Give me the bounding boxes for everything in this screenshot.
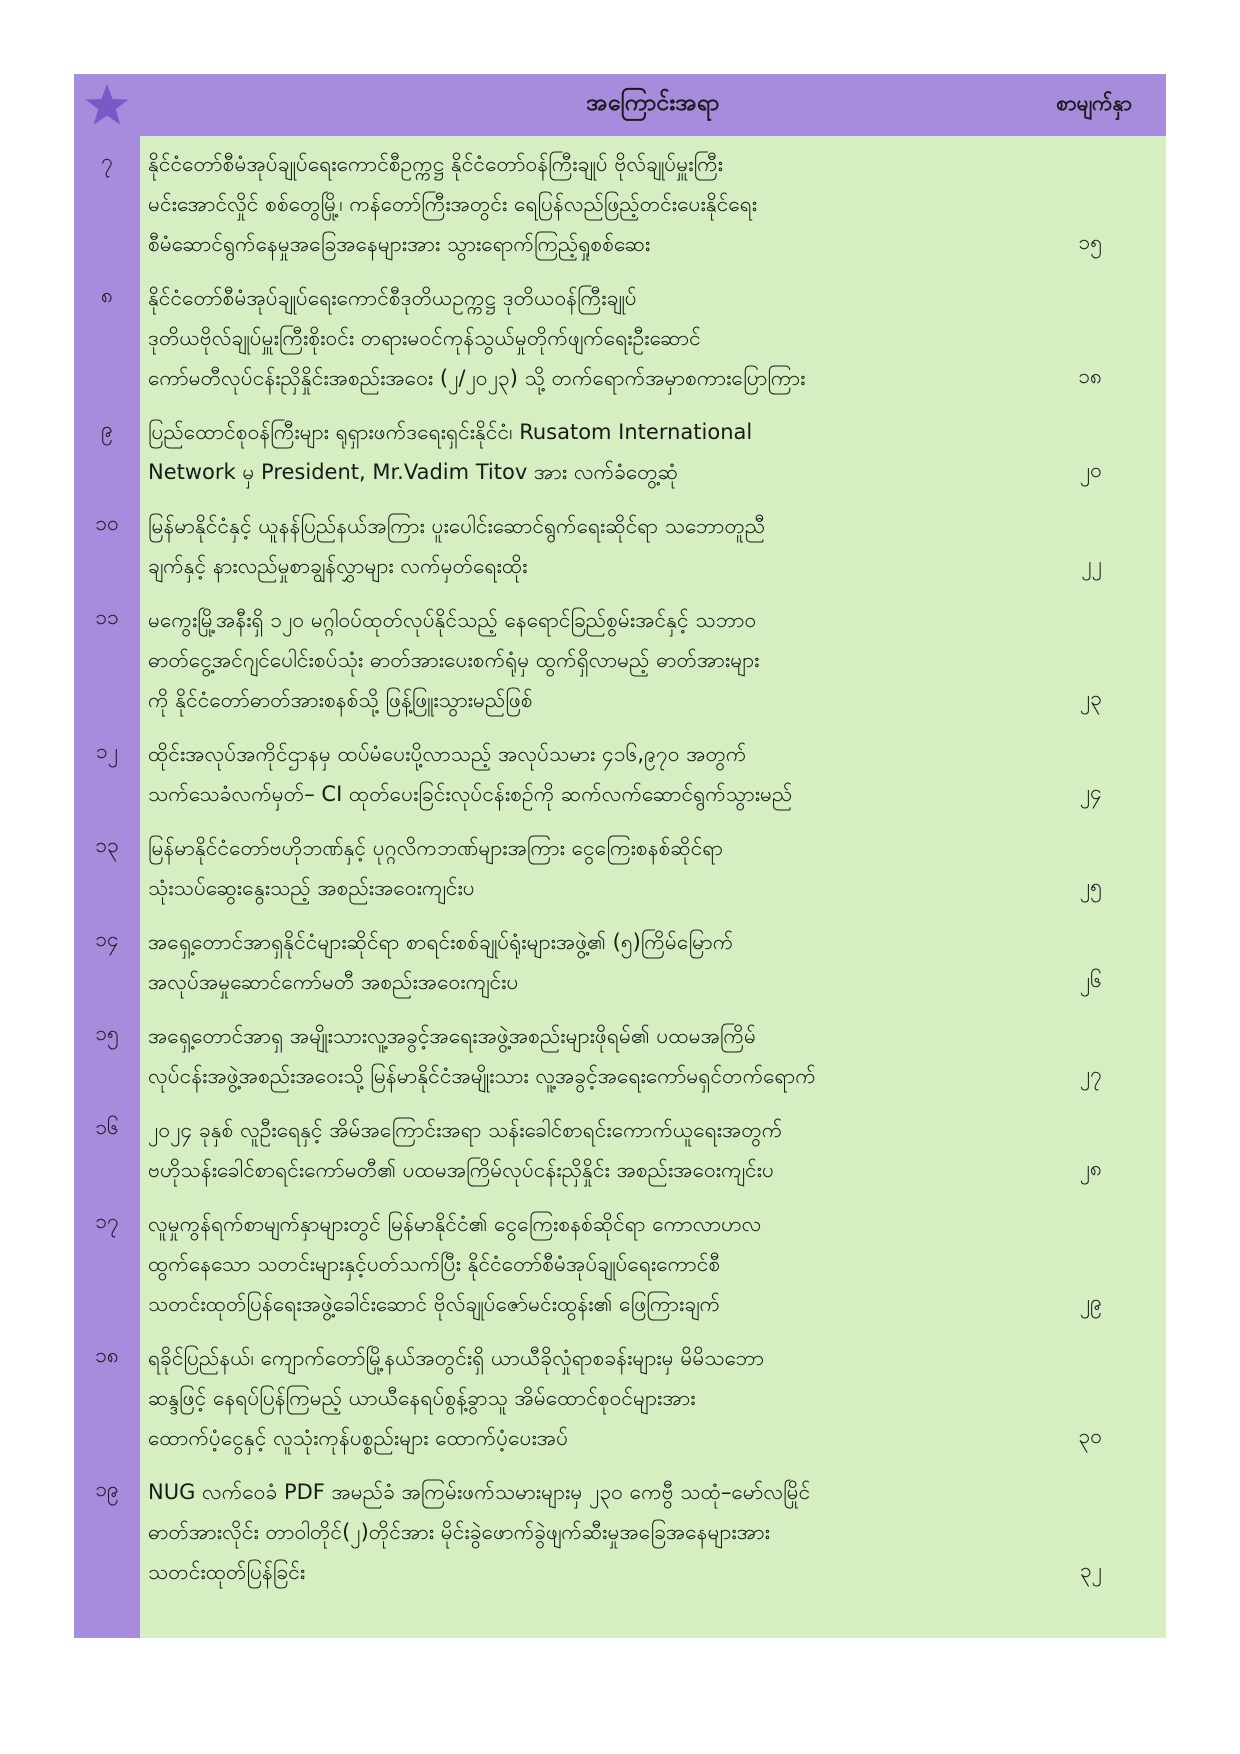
entry-page-number: ၃၂ <box>1079 1558 1102 1582</box>
entry-text-line: ကော်မတီလုပ်ငန်းညှိနှိုင်းအစည်းအဝေး (၂/၂၀၂၃) သို့ တက်ရောက်အမှာစကားပြောကြား <box>148 366 806 390</box>
entry-number: ၁၉ <box>74 1464 140 1598</box>
toc-entry[interactable] <box>140 498 1166 592</box>
entry-number: ၇ <box>74 136 140 270</box>
entry-text-line: လူမှုကွန်ရက်စာမျက်နှာများတွင် မြန်မာနိုင်ငံ၏ ငွေကြေးစနစ်ဆိုင်ရာ ကောလာဟလ <box>148 1212 762 1236</box>
toc-entry[interactable] <box>140 592 1166 726</box>
entry-text-line: ဓာတ်အားလိုင်း တာဝါတိုင်(၂)တိုင်အား မိုင်းခွဲဖောက်ခွဲဖျက်ဆီးမှုအခြေအနေများအား <box>148 1520 770 1544</box>
entry-text-line: မင်းအောင်လှိုင် စစ်တွေမြို့၊ ကန်တော်ကြီးအတွင်း ရေပြန်လည်ဖြည့်တင်းပေးနိုင်ရေး <box>148 192 758 216</box>
toc-entry[interactable] <box>140 820 1166 914</box>
entry-text-line: သတင်းထုတ်ပြန်ရေးအဖွဲ့ခေါင်းဆောင် ဗိုလ်ချုပ်ဇော်မင်းထွန်း၏ ဖြေကြားချက် <box>148 1292 721 1316</box>
content-column-footer <box>140 1598 1166 1638</box>
entry-text-line: စီမံဆောင်ရွက်နေမှုအခြေအနေများအား သွားရောက်ကြည့်ရှုစစ်ဆေး <box>148 232 651 256</box>
entry-number: ၁၅ <box>74 1008 140 1102</box>
entry-page-number: ၁၈ <box>1078 364 1102 388</box>
entry-text-line: သတင်းထုတ်ပြန်ခြင်း <box>148 1560 306 1584</box>
entry-number: ၁၈ <box>74 1330 140 1464</box>
entry-page-number: ၂၀ <box>1079 458 1102 482</box>
entry-number: ၁၃ <box>74 820 140 914</box>
toc-entry[interactable] <box>140 270 1166 404</box>
entry-number: ၁၆ <box>74 1102 140 1196</box>
entry-text-line: သက်သေခံလက်မှတ်– CI ထုတ်ပေးခြင်းလုပ်ငန်းစဉ်ကို ဆက်လက်ဆောင်ရွက်သွားမည် <box>148 782 793 806</box>
toc-entry[interactable] <box>140 1330 1166 1464</box>
entry-text-line: နိုင်ငံတော်စီမံအုပ်ချုပ်ရေးကောင်စီဥက္ကဋ္ဌ နိုင်ငံတော်ဝန်ကြီးချုပ် ဗိုလ်ချုပ်မှူးကြီး <box>148 152 723 176</box>
entry-page-number: ၂၃ <box>1079 686 1102 710</box>
entry-page-number: ၂၈ <box>1079 1156 1102 1180</box>
toc-entry[interactable] <box>140 1464 1166 1598</box>
entry-text-line: မြန်မာနိုင်ငံတော်ဗဟိုဘဏ်နှင့် ပုဂ္ဂလိကဘဏ်များအကြား ငွေကြေးစနစ်ဆိုင်ရာ <box>148 836 724 860</box>
entry-text-line: မကွေးမြို့အနီးရှိ ၁၂၀ မဂ္ဂါဝပ်ထုတ်လုပ်နိုင်သည့် နေရောင်ခြည်စွမ်းအင်နှင့် သဘာဝ <box>148 608 757 632</box>
entry-text-line: ဓာတ်ငွေ့အင်ဂျင်ပေါင်းစပ်သုံး ဓာတ်အားပေးစက်ရုံမှ ထွက်ရှိလာမည့် ဓာတ်အားများ <box>148 648 760 672</box>
entry-text-line: ကို နိုင်ငံတော်ဓာတ်အားစနစ်သို့ ဖြန့်ဖြူးသွားမည်ဖြစ် <box>148 688 533 712</box>
entry-number: ၉ <box>74 404 140 498</box>
entry-number: ၁၁ <box>74 592 140 726</box>
entry-page-number: ၁၅ <box>1078 230 1102 254</box>
entry-page-number: ၃၀ <box>1078 1424 1102 1448</box>
entry-text-line: လုပ်ငန်းအဖွဲ့အစည်းအဝေးသို့ မြန်မာနိုင်ငံအမျိုးသား လူ့အခွင့်အရေးကော်မရှင်တက်ရောက် <box>148 1064 816 1088</box>
entry-page-number: ၂၇ <box>1079 1062 1102 1086</box>
entry-number: ၁၄ <box>74 914 140 1008</box>
toc-title: အကြောင်းအရာ <box>586 90 720 116</box>
toc-entry[interactable] <box>140 1102 1166 1196</box>
entry-text-line: အရှေ့တောင်အာရှနိုင်ငံများဆိုင်ရာ စာရင်းစစ်ချုပ်ရုံးများအဖွဲ့၏ (၅)ကြိမ်မြောက် <box>148 930 734 954</box>
entry-text-line: ထိုင်းအလုပ်အကိုင်ဌာနမှ ထပ်မံပေးပို့လာသည့် အလုပ်သမား ၄၁၆,၉၇၀ အတွက် <box>148 742 747 766</box>
entry-text-line: ပြည်ထောင်စုဝန်ကြီးများ ရုရှားဖက်ဒရေးရှင်းနိုင်ငံ၊ Rusatom International <box>148 420 753 444</box>
toc-entry[interactable] <box>140 914 1166 1008</box>
header-star-cell <box>74 74 140 136</box>
toc-entry[interactable] <box>140 1008 1166 1102</box>
entry-page-number: ၂၄ <box>1079 780 1102 804</box>
entry-number: ၈ <box>74 270 140 404</box>
toc-entry[interactable] <box>140 136 1166 270</box>
star-icon <box>84 82 130 128</box>
entry-number: ၁၀ <box>74 498 140 592</box>
number-column-footer <box>74 1598 140 1638</box>
entry-text-line: Network မှ President, Mr.Vadim Titov အား လက်ခံတွေ့ဆုံ <box>148 460 679 484</box>
entry-text-line: ထွက်နေသော သတင်းများနှင့်ပတ်သက်ပြီး နိုင်ငံတော်စီမံအုပ်ချုပ်ရေးကောင်စီ <box>148 1252 721 1276</box>
entry-page-number: ၂၆ <box>1079 968 1102 992</box>
entry-text-line: မြန်မာနိုင်ငံနှင့် ယူနန်ပြည်နယ်အကြား ပူးပေါင်းဆောင်ရွက်ရေးဆိုင်ရာ သဘောတူညီ <box>148 514 766 538</box>
entry-text-line: သုံးသပ်ဆွေးနွေးသည့် အစည်းအဝေးကျင်းပ <box>148 876 475 900</box>
table-of-contents <box>74 74 1166 1638</box>
entry-text-line: ဒုတိယဗိုလ်ချုပ်မှူးကြီးစိုးဝင်း တရားမဝင်ကုန်သွယ်မှုတိုက်ဖျက်ရေးဦးဆောင် <box>148 326 701 350</box>
toc-entry[interactable] <box>140 726 1166 820</box>
entry-text-line: ရခိုင်ပြည်နယ်၊ ကျောက်တော်မြို့နယ်အတွင်းရှိ ယာယီခိုလှုံရာစခန်းများမှ မိမိသဘော <box>148 1346 765 1370</box>
entry-text-line: အရှေ့တောင်အာရှ အမျိုးသားလူ့အခွင့်အရေးအဖွဲ့အစည်းများဖိုရမ်၏ ပထမအကြိမ် <box>148 1024 756 1048</box>
entry-page-number: ၂၅ <box>1079 874 1102 898</box>
entry-page-number: ၂၂ <box>1081 552 1102 576</box>
entry-text-line: အလုပ်အမှုဆောင်ကော်မတီ အစည်းအဝေးကျင်းပ <box>148 970 519 994</box>
entry-text-line: ဆန္ဒဖြင့် နေရပ်ပြန်ကြမည့် ယာယီနေရပ်စွန့်ခွာသူ အိမ်ထောင်စုဝင်များအား <box>148 1386 696 1410</box>
entry-page-number: ၂၉ <box>1079 1290 1102 1314</box>
page-column-label: စာမျက်နှာ <box>1056 90 1132 115</box>
entry-number: ၁၇ <box>74 1196 140 1330</box>
header-bar <box>140 74 1166 136</box>
toc-entry[interactable] <box>140 404 1166 498</box>
entry-text-line: ဗဟိုသန်းခေါင်စာရင်းကော်မတီ၏ ပထမအကြိမ်လုပ်ငန်းညှိနှိုင်း အစည်းအဝေးကျင်းပ <box>148 1158 774 1182</box>
entry-number: ၁၂ <box>74 726 140 820</box>
entry-text-line: ထောက်ပံ့ငွေနှင့် လူသုံးကုန်ပစ္စည်းများ ထောက်ပံ့ပေးအပ် <box>148 1426 569 1450</box>
toc-entry[interactable] <box>140 1196 1166 1330</box>
entry-text-line: ၂၀၂၄ ခုနှစ် လူဦးရေနှင့် အိမ်အကြောင်းအရာ သန်းခေါင်စာရင်းကောက်ယူရေးအတွက် <box>148 1118 783 1142</box>
entry-text-line: NUG လက်ဝေခံ PDF အမည်ခံ အကြမ်းဖက်သမားများမှ ၂၃၀ ကေဗွီ သထုံ–မော်လမြိုင် <box>148 1480 811 1504</box>
entry-text-line: ချက်နှင့် နားလည်မှုစာချွန်လွှာများ လက်မှတ်ရေးထိုး <box>148 554 528 578</box>
entry-text-line: နိုင်ငံတော်စီမံအုပ်ချုပ်ရေးကောင်စီဒုတိယဥက္ကဋ္ဌ ဒုတိယဝန်ကြီးချုပ် <box>148 286 637 310</box>
